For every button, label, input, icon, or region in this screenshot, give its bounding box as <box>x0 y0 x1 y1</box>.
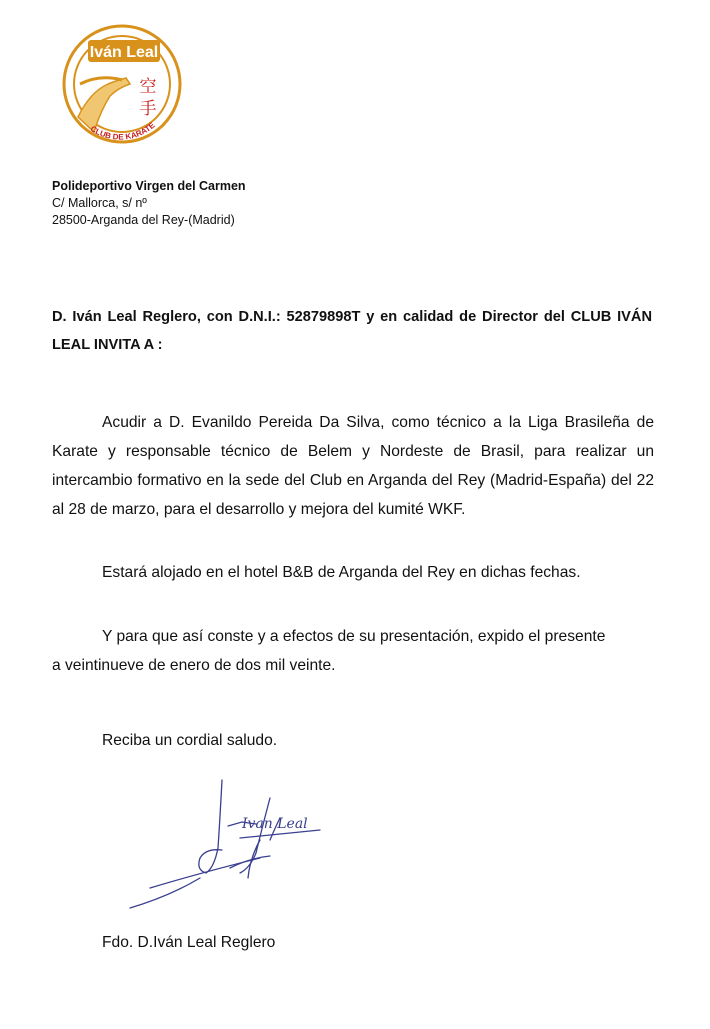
karateka-figure-icon <box>78 78 130 132</box>
logo-kanji-sky: 空 <box>139 77 157 97</box>
address-line-city: 28500-Arganda del Rey-(Madrid) <box>52 213 235 227</box>
signed-by-line: Fdo. D.Iván Leal Reglero <box>102 934 276 951</box>
body-paragraph-3-line-2: a veintinueve de enero de dos mil veinte. <box>52 657 336 674</box>
sender-address <box>52 178 246 229</box>
logo-brand-text: Iván Leal <box>89 44 159 61</box>
club-logo <box>60 22 185 147</box>
body-paragraph-2: Estará alojado en el hotel B&B de Arganda del Rey en dichas fechas. <box>102 564 581 581</box>
logo-ring-text: CLUB DE KARATE <box>88 120 157 142</box>
address-line-street: C/ Mallorca, s/ nº <box>52 196 147 210</box>
address-line-venue: Polideportivo Virgen del Carmen <box>52 179 246 193</box>
signature-text: Ivan Leal <box>242 816 308 832</box>
invitation-intro: D. Iván Leal Reglero, con D.N.I.: 52879898T y en calidad de Director del CLUB IVÁN LEAL INVITA A : <box>52 309 652 353</box>
logo-kanji-hand: 手 <box>139 99 157 119</box>
handwritten-signature <box>110 778 330 913</box>
closing-salutation: Reciba un cordial saludo. <box>102 732 278 749</box>
body-paragraph-3-line-1: Y para que así conste y a efectos de su presentación, expido el presente <box>102 628 606 645</box>
body-paragraph-1: Acudir a D. Evanildo Pereida Da Silva, como técnico a la Liga Brasileña de Karate y responsable técnico de Belem y Nordeste de Brasil, para realizar un intercambio formativo en la sede del Club en Arganda del Rey (Madrid-España) del 22 al 28 de marzo, para el desarrollo y mejora del kumité WKF. <box>52 414 654 518</box>
